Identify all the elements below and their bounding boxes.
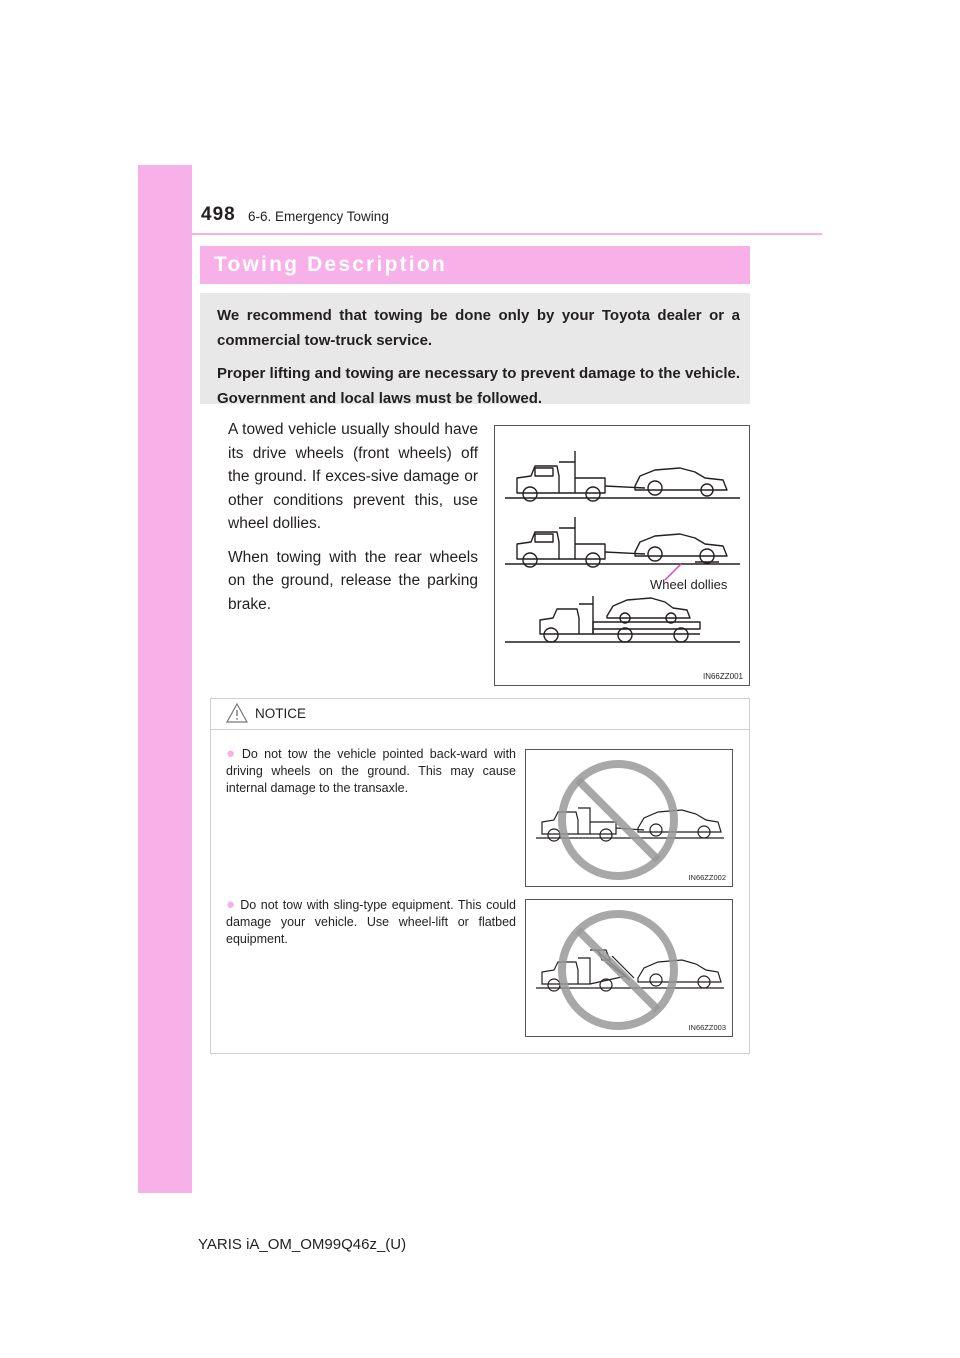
header-divider bbox=[192, 233, 822, 235]
notice-item-1 bbox=[226, 745, 516, 797]
no-sling-tow-figure bbox=[525, 899, 733, 1037]
prohibited-backward-tow-illustration bbox=[526, 750, 732, 886]
bullet-icon: ● bbox=[226, 896, 237, 913]
chapter-side-tab bbox=[138, 165, 192, 1193]
warning-triangle-icon bbox=[225, 702, 249, 724]
body-paragraph-2: When towing with the rear wheels on the ground, release the parking brake. bbox=[228, 548, 478, 613]
intro-paragraph-1: We recommend that towing be done only by your Toyota dealer or a commercial tow-truck service. bbox=[217, 307, 740, 349]
figure-code-3: IN66ZZ003 bbox=[688, 1023, 726, 1032]
notice-item-2 bbox=[226, 896, 516, 948]
footer-model-code: YARIS iA_OM_OM99Q46z_(U) bbox=[198, 1236, 407, 1253]
section-reference: 6-6. Emergency Towing bbox=[248, 209, 389, 224]
prohibited-sling-tow-illustration bbox=[526, 900, 732, 1036]
figure-code: IN66ZZ001 bbox=[702, 672, 743, 681]
notice-header bbox=[211, 699, 749, 730]
notice-box bbox=[210, 698, 750, 1054]
body-text bbox=[228, 418, 478, 626]
body-paragraph-1: A towed vehicle usually should have its drive wheels (front wheels) off the ground. If exces-sive damage or other conditions prevent this, use wheel dollies. bbox=[228, 421, 478, 532]
intro-box bbox=[200, 293, 750, 407]
page-number: 498 bbox=[201, 204, 236, 225]
notice-label: NOTICE bbox=[255, 706, 307, 721]
notice-item-1-text: Do not tow the vehicle pointed back-ward with driving wheels on the ground. This may cause internal damage to the transaxle. bbox=[226, 747, 516, 795]
section-title: Towing Description bbox=[214, 253, 447, 276]
figure-code-2: IN66ZZ002 bbox=[688, 873, 726, 882]
no-backward-tow-figure bbox=[525, 749, 733, 887]
towing-methods-illustration bbox=[495, 426, 749, 685]
bullet-icon: ● bbox=[226, 745, 238, 762]
notice-item-2-text: Do not tow with sling-type equipment. This could damage your vehicle. Use wheel-lift or flatbed equipment. bbox=[226, 898, 516, 946]
towing-methods-figure bbox=[494, 425, 750, 686]
wheel-dollies-callout: Wheel dollies bbox=[650, 577, 728, 592]
intro-paragraph-2: Proper lifting and towing are necessary to prevent damage to the vehicle. Government and local laws must be followed. bbox=[217, 365, 740, 407]
section-title-bar bbox=[200, 246, 750, 284]
